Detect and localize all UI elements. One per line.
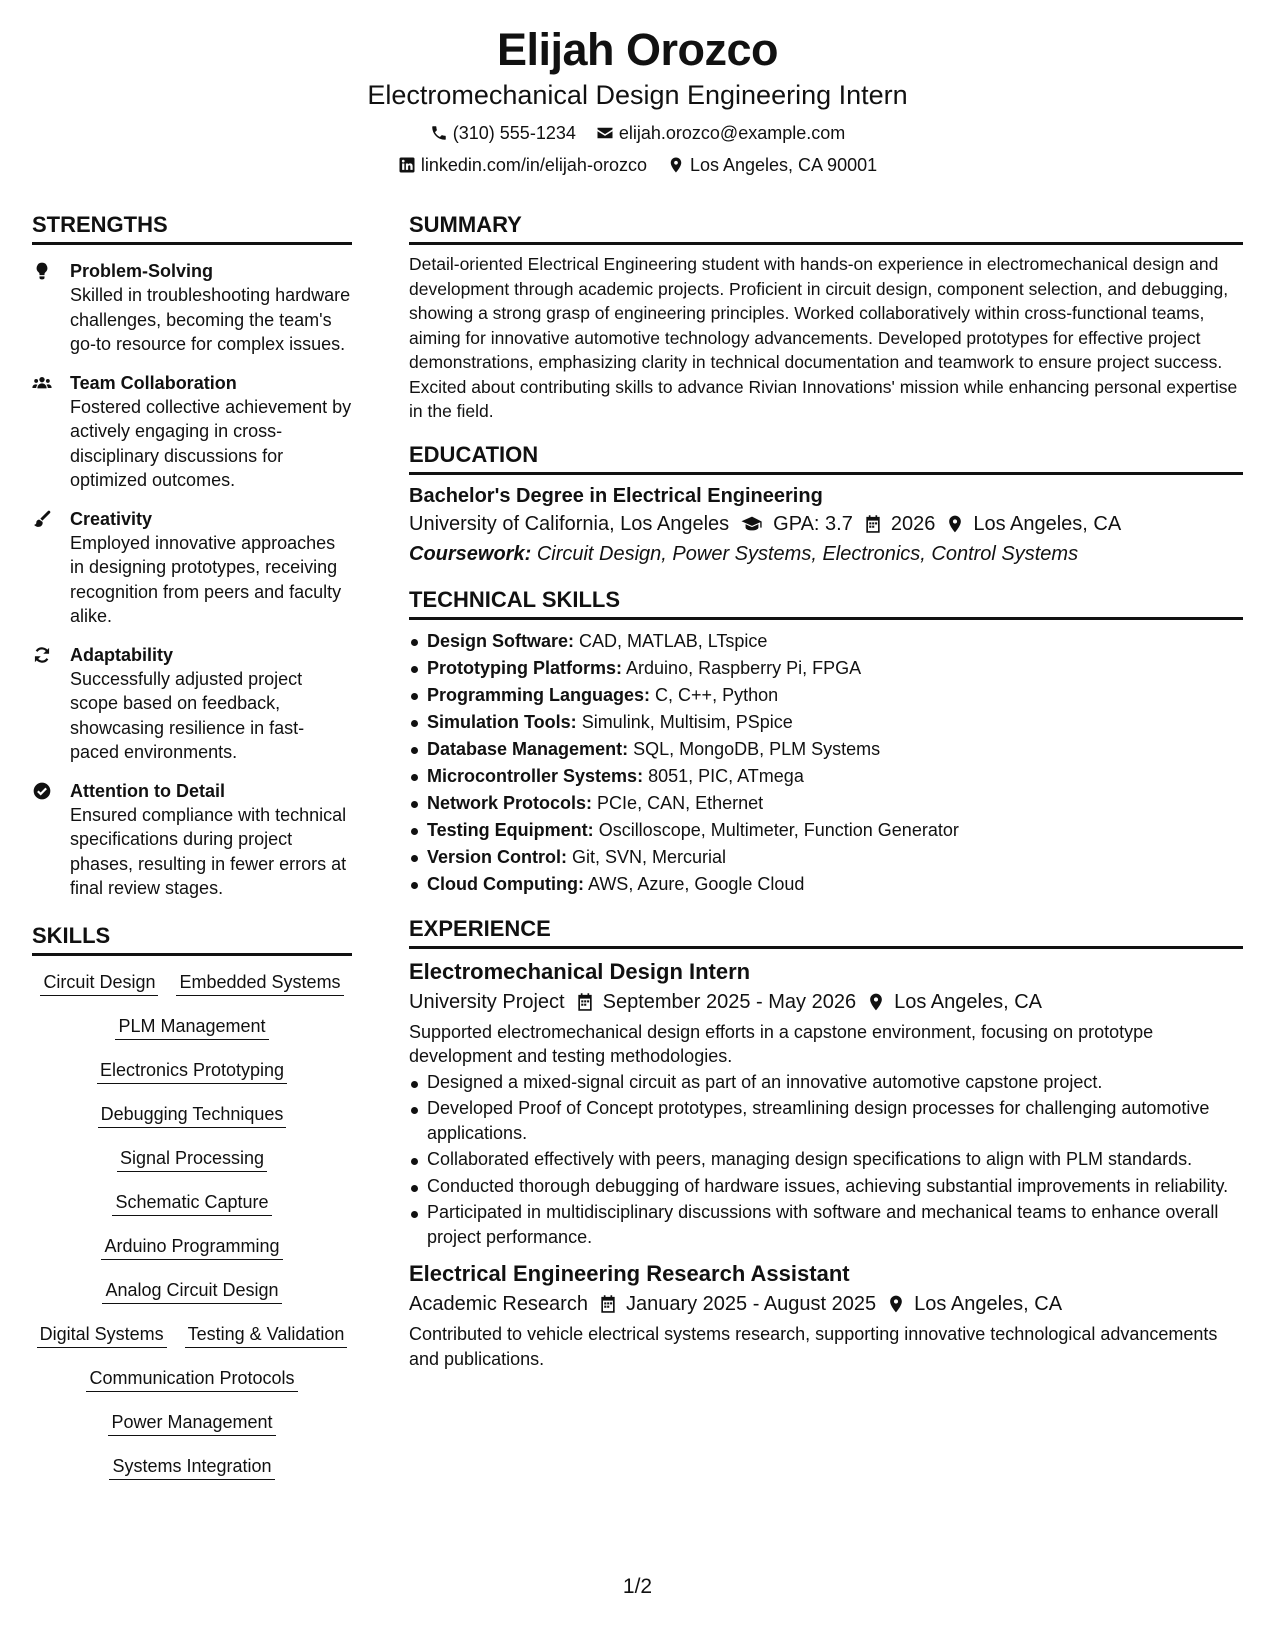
linkedin-text: linkedin.com/in/elijah-orozco: [420, 155, 647, 175]
job-meta: [409, 1289, 1243, 1319]
calendar-icon: [598, 1294, 618, 1314]
tech-value: PCIe, CAN, Ethernet: [597, 792, 764, 813]
job-meta: [409, 987, 1243, 1017]
tech-label: Cloud Computing:: [427, 873, 584, 894]
list-item: [409, 817, 1243, 844]
skill-chip: Embedded Systems: [176, 970, 343, 996]
degree-title: Bachelor's Degree in Electrical Engineering: [409, 484, 823, 507]
job-location: Los Angeles, CA: [914, 1293, 1063, 1315]
tech-value: Git, SVN, Mercurial: [572, 846, 727, 867]
tech-value: Oscilloscope, Multimeter, Function Generator: [598, 819, 959, 840]
list-item: [409, 655, 1243, 682]
map-pin-icon: [667, 156, 685, 174]
skill-chip: Debugging Techniques: [98, 1102, 287, 1128]
skill-chip: Schematic Capture: [112, 1190, 271, 1216]
job-location-item: [886, 1289, 1062, 1319]
strength-title: Creativity: [70, 508, 153, 529]
job-dates: September 2025 - May 2026: [602, 990, 857, 1013]
list-item: [409, 844, 1243, 871]
job-title: Electromechanical Design Intern: [409, 958, 751, 984]
list-item: [409, 871, 1243, 898]
job-location-item: [866, 987, 1042, 1017]
edu-location-item: [945, 509, 1121, 539]
strength-item: [32, 371, 352, 493]
list-item: Designed a mixed-signal circuit as part of an innovative automotive capstone project.: [409, 1070, 1243, 1095]
skill-chip: Circuit Design: [40, 970, 158, 996]
experience-entry: [409, 1259, 1243, 1371]
year-text: 2026: [890, 512, 936, 535]
tech-label: Version Control:: [427, 846, 568, 867]
strength-desc: Fostered collective achievement by actively engaging in cross-disciplinary discussions for optimized outcomes.: [70, 396, 352, 490]
list-item: [409, 682, 1243, 709]
tech-value: Arduino, Raspberry Pi, FPGA: [626, 657, 862, 678]
tech-value: AWS, Azure, Google Cloud: [587, 873, 805, 894]
strength-item: [32, 259, 352, 357]
tech-label: Testing Equipment:: [427, 819, 594, 840]
users-icon: [32, 371, 70, 493]
job-org: Academic Research: [409, 1293, 588, 1315]
tech-label: Microcontroller Systems:: [427, 765, 644, 786]
school-name: University of California, Los Angeles: [409, 512, 730, 535]
technical-skills-heading: TECHNICAL SKILLS: [409, 587, 1243, 620]
list-item: [409, 628, 1243, 655]
list-item: Developed Proof of Concept prototypes, streamlining design processes for challenging automotive applications.: [409, 1096, 1243, 1145]
edu-location-text: Los Angeles, CA: [973, 512, 1122, 535]
list-item: Participated in multidisciplinary discussions with software and mechanical teams to enhance overall project performance.: [409, 1200, 1243, 1249]
map-pin-icon: [866, 992, 886, 1012]
tech-label: Prototyping Platforms:: [427, 657, 623, 678]
technical-skills-list: [409, 628, 1243, 898]
list-item: [409, 709, 1243, 736]
skill-chip: Analog Circuit Design: [102, 1278, 281, 1304]
tech-value: C, C++, Python: [655, 684, 779, 705]
skills-heading: SKILLS: [32, 923, 352, 956]
tech-label: Design Software:: [427, 630, 575, 651]
linkedin-icon: [398, 156, 416, 174]
map-pin-icon: [945, 514, 965, 534]
tech-value: SQL, MongoDB, PLM Systems: [633, 738, 881, 759]
list-item: [409, 736, 1243, 763]
skills-list: [32, 970, 352, 1480]
resume-header: [0, 22, 1275, 177]
left-column: [32, 212, 352, 1480]
summary-heading: SUMMARY: [409, 212, 1243, 245]
location-text: Los Angeles, CA 90001: [689, 155, 878, 175]
coursework-text: Circuit Design, Power Systems, Electronics, Control Systems: [536, 542, 1079, 565]
strength-title: Problem-Solving: [70, 261, 214, 281]
skill-chip: Systems Integration: [109, 1454, 274, 1480]
job-dates: January 2025 - August 2025: [625, 1293, 877, 1315]
experience-entry: [409, 957, 1243, 1250]
skill-chip: Testing & Validation: [185, 1322, 348, 1348]
contact-row-1: [0, 121, 1275, 145]
strength-title: Adaptability: [70, 644, 174, 665]
job-bullets: [409, 1070, 1243, 1250]
email-text: elijah.orozco@example.com: [618, 123, 846, 143]
experience-heading: EXPERIENCE: [409, 916, 1243, 949]
paintbrush-icon: [32, 507, 70, 629]
location-contact: [667, 153, 877, 177]
job-dates-item: [598, 1289, 876, 1319]
envelope-icon: [596, 124, 614, 142]
strength-item: [32, 643, 352, 765]
strength-desc: Ensured compliance with technical specifications during project phases, resulting in fewer errors at final review stages.: [70, 804, 347, 898]
strengths-heading: STRENGTHS: [32, 212, 352, 245]
tech-value: CAD, MATLAB, LTspice: [579, 630, 768, 651]
tech-label: Database Management:: [427, 738, 629, 759]
phone-icon: [430, 124, 448, 142]
email-contact[interactable]: [596, 121, 845, 145]
education-meta: [409, 509, 1243, 539]
skill-chip: PLM Management: [115, 1014, 268, 1040]
right-column: [409, 212, 1243, 1371]
tech-value: 8051, PIC, ATmega: [648, 765, 804, 786]
skill-chip: Communication Protocols: [86, 1366, 297, 1392]
calendar-icon: [575, 992, 595, 1012]
skill-chip: Digital Systems: [37, 1322, 167, 1348]
tech-label: Simulation Tools:: [427, 711, 577, 732]
list-item: [409, 763, 1243, 790]
list-item: Conducted thorough debugging of hardware issues, achieving substantial improvements in reliability.: [409, 1174, 1243, 1199]
year-item: [863, 509, 936, 539]
gpa-text: GPA: 3.7: [773, 512, 853, 535]
job-description: Contributed to vehicle electrical systems research, supporting innovative technological advancements and publications.: [409, 1324, 1218, 1369]
graduation-cap-icon: [739, 513, 765, 535]
linkedin-contact[interactable]: [398, 153, 647, 177]
tech-label: Network Protocols:: [427, 792, 593, 813]
tech-label: Programming Languages:: [427, 684, 651, 705]
sync-icon: [32, 643, 70, 765]
candidate-name: Elijah Orozco: [496, 24, 779, 75]
coursework: [409, 539, 1243, 569]
phone-text: (310) 555-1234: [452, 123, 576, 143]
coursework-label: Coursework:: [409, 542, 532, 565]
strength-title: Attention to Detail: [70, 780, 225, 801]
job-description: Supported electromechanical design efforts in a capstone environment, focusing on prototype development and testing methodologies.: [409, 1021, 1154, 1066]
job-dates-item: [575, 987, 857, 1017]
lightbulb-icon: [32, 259, 70, 357]
strength-desc: Successfully adjusted project scope based on feedback, showcasing resilience in fast-paced environments.: [70, 668, 305, 762]
page-number: 1/2: [622, 1575, 653, 1598]
tech-value: Simulink, Multisim, PSpice: [581, 711, 793, 732]
strength-item: [32, 779, 352, 901]
candidate-role: Electromechanical Design Engineering Intern: [367, 80, 908, 110]
strength-item: [32, 507, 352, 629]
summary-text: Detail-oriented Electrical Engineering student with hands-on experience in electromechanical design and development through academic projects. Proficient in circuit design, component selection, and debugging, showing a strong grasp of engineering principles. Worked collaboratively within cross-functional teams, aiming for innovative automotive technology advancements. Developed prototypes for effective project demonstrations, emphasizing clarity in technical documentation and teamwork to ensure project success. Excited about contributing skills to advance Rivian Innovations' mission while enhancing personal expertise in the field.: [409, 254, 1238, 421]
gpa-item: [739, 509, 853, 539]
list-item: Collaborated effectively with peers, managing design specifications to align with PLM standards.: [409, 1147, 1243, 1172]
skill-chip: Arduino Programming: [101, 1234, 282, 1260]
job-org: University Project: [409, 990, 565, 1013]
strength-desc: Skilled in troubleshooting hardware challenges, becoming the team's go-to resource for complex issues.: [70, 285, 351, 354]
job-title: Electrical Engineering Research Assistant: [409, 1261, 850, 1286]
list-item: [409, 790, 1243, 817]
skill-chip: Electronics Prototyping: [97, 1058, 287, 1084]
calendar-icon: [863, 514, 883, 534]
phone-contact: [430, 121, 576, 145]
job-location: Los Angeles, CA: [894, 990, 1042, 1013]
check-circle-icon: [32, 779, 70, 901]
map-pin-icon: [886, 1294, 906, 1314]
strength-title: Team Collaboration: [70, 372, 237, 393]
education-heading: EDUCATION: [409, 442, 1243, 475]
skill-chip: Signal Processing: [117, 1146, 267, 1172]
strength-desc: Employed innovative approaches in designing prototypes, receiving recognition from peers and faculty alike.: [70, 532, 342, 626]
contact-row-2: [0, 153, 1275, 177]
skill-chip: Power Management: [108, 1410, 275, 1436]
